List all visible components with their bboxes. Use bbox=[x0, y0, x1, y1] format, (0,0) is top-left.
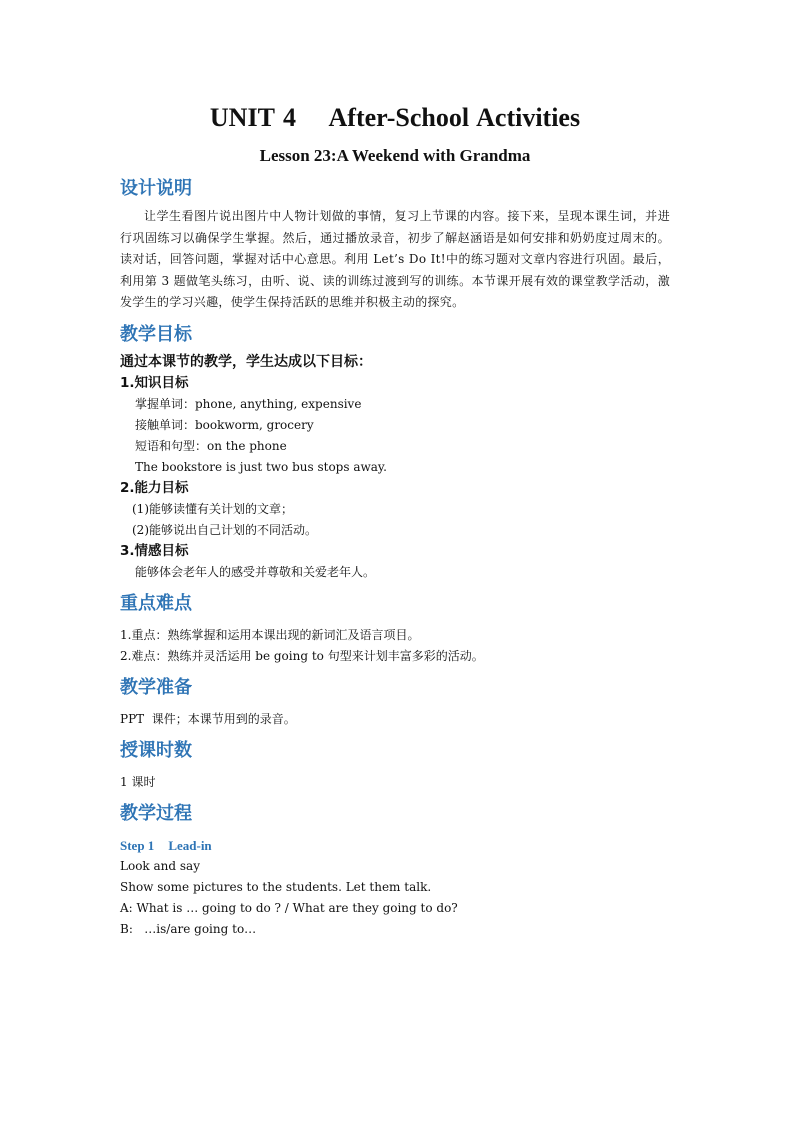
process-line: B: …is/are going to… bbox=[120, 921, 257, 936]
knowledge-heading: 1.知识目标 bbox=[120, 374, 189, 391]
section-process bbox=[120, 801, 670, 940]
section-preparation bbox=[120, 675, 670, 730]
objectives-intro: 通过本课节的教学，学生达成以下目标： bbox=[120, 353, 372, 370]
section-key-points bbox=[120, 591, 670, 667]
preparation-text: PPT 课件；本课节用到的录音。 bbox=[120, 711, 296, 726]
ability-item: (1)能够读懂有关计划的文章； bbox=[132, 501, 293, 516]
knowledge-item: 接触单词：bookworm, grocery bbox=[135, 417, 314, 432]
section-duration bbox=[120, 738, 670, 793]
step-number: Step 1 bbox=[120, 837, 155, 853]
section-heading: 教学准备 bbox=[120, 676, 192, 698]
design-paragraph: 让学生看图片说出图片中人物计划做的事情，复习上节课的内容。接下来，呈现本课生词，并进行巩固练习以确保学生掌握。然后，通过播放录音，初步了解赵涵语是如何安排和奶奶度过周末的。读对话，回答问题，掌握对话中心意思。利用 Let’s Do It!中的练习题对文章内容进行巩固。最后，利用第 3 题做笔头练习，由听、说、读的训练过渡到写的训练。本节课开展有效的课堂教学活动，激发学生的学习兴趣，使学生保持活跃的思维并积极主动的探究。 bbox=[120, 209, 670, 310]
section-objectives bbox=[120, 322, 670, 583]
section-heading: 授课时数 bbox=[120, 739, 192, 761]
emotion-item: 能够体会老年人的感受并尊敬和关爱老年人。 bbox=[135, 564, 376, 579]
section-heading: 教学过程 bbox=[120, 802, 192, 824]
lesson-title: Lesson 23:A Weekend with Grandma bbox=[259, 146, 531, 165]
process-line: A: What is … going to do ? / What are they going to do? bbox=[120, 900, 458, 915]
section-heading: 设计说明 bbox=[120, 178, 192, 199]
knowledge-item: The bookstore is just two bus stops away. bbox=[135, 459, 387, 474]
key-point-item: 1.重点：熟练掌握和运用本课出现的新词汇及语言项目。 bbox=[120, 627, 420, 642]
section-heading: 重点难点 bbox=[120, 592, 192, 614]
process-line: Look and say bbox=[120, 858, 200, 873]
section-heading: 教学目标 bbox=[120, 323, 192, 345]
key-point-item: 2.难点：熟练并灵活运用 be going to 句型来计划丰富多彩的活动。 bbox=[120, 648, 484, 663]
document-page bbox=[120, 100, 670, 940]
step-title: Lead-in bbox=[168, 837, 212, 853]
ability-heading: 2.能力目标 bbox=[120, 479, 189, 496]
process-line: Show some pictures to the students. Let them talk. bbox=[120, 879, 432, 894]
emotion-heading: 3.情感目标 bbox=[120, 542, 189, 559]
knowledge-item: 短语和句型：on the phone bbox=[135, 438, 287, 453]
knowledge-item: 掌握单词：phone, anything, expensive bbox=[135, 396, 362, 411]
step-heading bbox=[120, 835, 670, 856]
ability-item: (2)能够说出自己计划的不同活动。 bbox=[132, 522, 317, 537]
section-design bbox=[120, 176, 670, 314]
unit-title: UNIT 4 After-School Activities bbox=[209, 103, 581, 132]
duration-text: 1 课时 bbox=[120, 774, 156, 789]
